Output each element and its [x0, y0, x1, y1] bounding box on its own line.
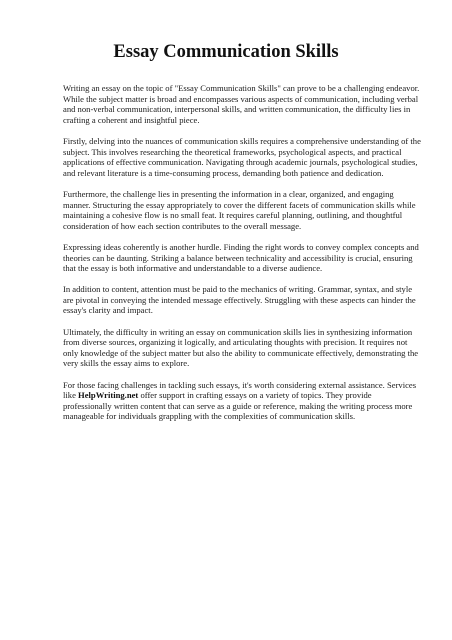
paragraph-assistance [63, 380, 421, 422]
paragraph-conclusion: Ultimately, the difficulty in writing an essay on communication skills lies in synthesizing information from diverse sources, organizing it logically, and articulating thoughts with precision. It requires not only knowledge of the subject matter but also the ability to communicate effectively, demonstrating the very skills the essay aims to explore. [63, 326, 419, 369]
brand-name: HelpWriting.net [78, 390, 139, 401]
paragraph-expression: Expressing ideas coherently is another hurdle. Finding the right words to convey complex concepts and theories can be daunting. Striking a balance between technicality and accessibility is crucial, ensuring that the essay is both informative and understandable to a diverse audience. [63, 241, 419, 274]
document-body [63, 83, 421, 433]
assistance-text-before: For those facing challenges in tackling such essays, it's worth considering external assistance. Services like [63, 379, 417, 401]
paragraph-mechanics: In addition to content, attention must be paid to the mechanics of writing. Grammar, syntax, and style are pivotal in conveying the intended message effectively. Struggling with these aspects can hinder the essay's clarity and impact. [63, 284, 416, 316]
document-title: Essay Communication Skills [113, 42, 339, 62]
paragraph-intro: Writing an essay on the topic of "Essay Communication Skills" can prove to be a challenging endeavor. While the subject matter is broad and encompasses various aspects of communication, including verbal and non-verbal communication, interpersonal skills, and written communication, the difficulty lies in crafting a coherent and insightful piece. [63, 83, 420, 125]
assistance-text-after: offer support in crafting essays on a variety of topics. They provide professionally written content that can serve as a guide or reference, making the writing process more manageable for individuals grappling with the complexities of communication skills. [63, 390, 413, 422]
paragraph-structure: Furthermore, the challenge lies in presenting the information in a clear, organized, and engaging manner. Structuring the essay appropriately to cover the different facets of communication skills while maintaining a cohesive flow is no small feat. It requires careful planning, outlining, and thoughtful consideration of how each section contributes to the overall message. [63, 188, 416, 231]
paragraph-research: Firstly, delving into the nuances of communication skills requires a comprehensive understanding of the subject. This involves researching the theoretical frameworks, psychological aspects, and practical applications of effective communication. Navigating through academic journals, psychological studies, and relevant literature is a time-consuming process, demanding both patience and dedication. [63, 135, 421, 178]
